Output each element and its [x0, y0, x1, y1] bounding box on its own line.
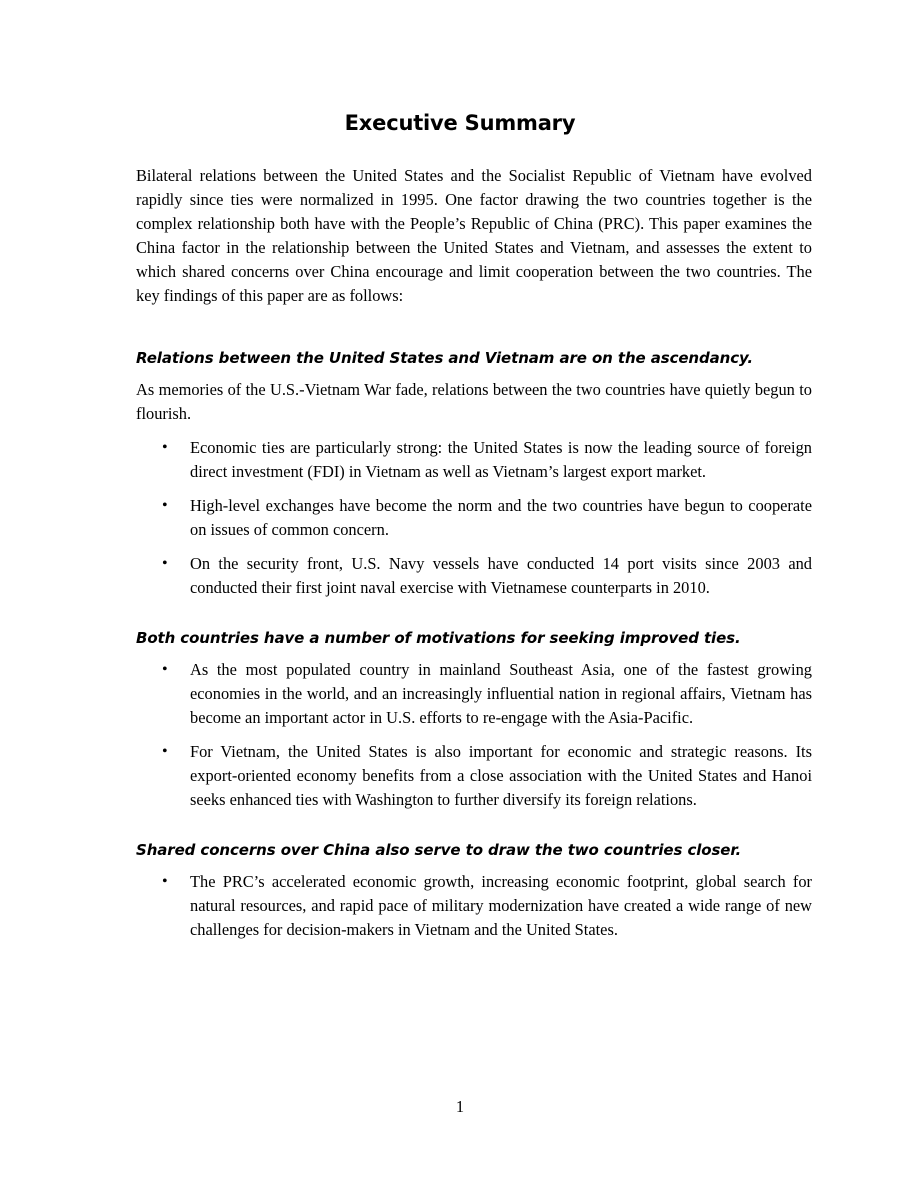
bullet-icon: •	[162, 555, 168, 572]
list-item	[136, 740, 812, 812]
list-item	[136, 870, 812, 942]
list-item-text: Economic ties are particularly strong: the United States is now the leading source of foreign direct investment (FDI) in Vietnam as well as Vietnam’s largest export market.	[190, 438, 812, 481]
section-heading: Both countries have a number of motivations for seeking improved ties.	[136, 629, 741, 647]
list-item-text: The PRC’s accelerated economic growth, increasing economic footprint, global search for natural resources, and rapid pace of military modernization have created a wide range of new challenges for decision-makers in Vietnam and the United States.	[190, 872, 812, 939]
page-number: 1	[455, 1097, 465, 1116]
bullet-icon: •	[162, 497, 168, 514]
section-lead-paragraph: As memories of the U.S.-Vietnam War fade, relations between the two countries have quietly begun to flourish.	[136, 380, 812, 423]
section-heading: Relations between the United States and Vietnam are on the ascendancy.	[136, 349, 753, 367]
list-item	[136, 658, 812, 730]
list-item	[136, 494, 812, 542]
bullet-list	[136, 870, 812, 942]
list-item-text: As the most populated country in mainland Southeast Asia, one of the fastest growing economies in the world, and an increasingly influential nation in regional affairs, Vietnam has become an important actor in U.S. efforts to re-engage with the Asia-Pacific.	[190, 660, 812, 727]
section-heading: Shared concerns over China also serve to draw the two countries closer.	[136, 841, 742, 859]
bullet-list	[136, 436, 812, 600]
bullet-list	[136, 658, 812, 812]
bullet-icon: •	[162, 661, 168, 678]
document-body	[136, 164, 812, 952]
page-title: Executive Summary	[344, 111, 576, 135]
section-relations	[136, 346, 812, 600]
list-item	[136, 436, 812, 484]
bullet-icon: •	[162, 743, 168, 760]
list-item-text: High-level exchanges have become the norm and the two countries have begun to cooperate on issues of common concern.	[190, 496, 812, 539]
intro-paragraph: Bilateral relations between the United States and the Socialist Republic of Vietnam have evolved rapidly since ties were normalized in 1995. One factor drawing the two countries together is the complex relationship both have with the People’s Republic of China (PRC). This paper examines the China factor in the relationship between the United States and Vietnam, and assesses the extent to which shared concerns over China encourage and limit cooperation between the two countries. The key findings of this paper are as follows:	[136, 166, 812, 305]
list-item-text: On the security front, U.S. Navy vessels have conducted 14 port visits since 2003 and conducted their first joint naval exercise with Vietnamese counterparts in 2010.	[190, 554, 812, 597]
section-motivations	[136, 626, 812, 812]
bullet-icon: •	[162, 873, 168, 890]
list-item-text: For Vietnam, the United States is also important for economic and strategic reasons. Its export-oriented economy benefits from a close association with the United States and Hanoi seeks enhanced ties with Washington to further diversify its foreign relations.	[190, 742, 812, 809]
list-item	[136, 552, 812, 600]
section-china-concerns	[136, 838, 812, 942]
bullet-icon: •	[162, 439, 168, 456]
